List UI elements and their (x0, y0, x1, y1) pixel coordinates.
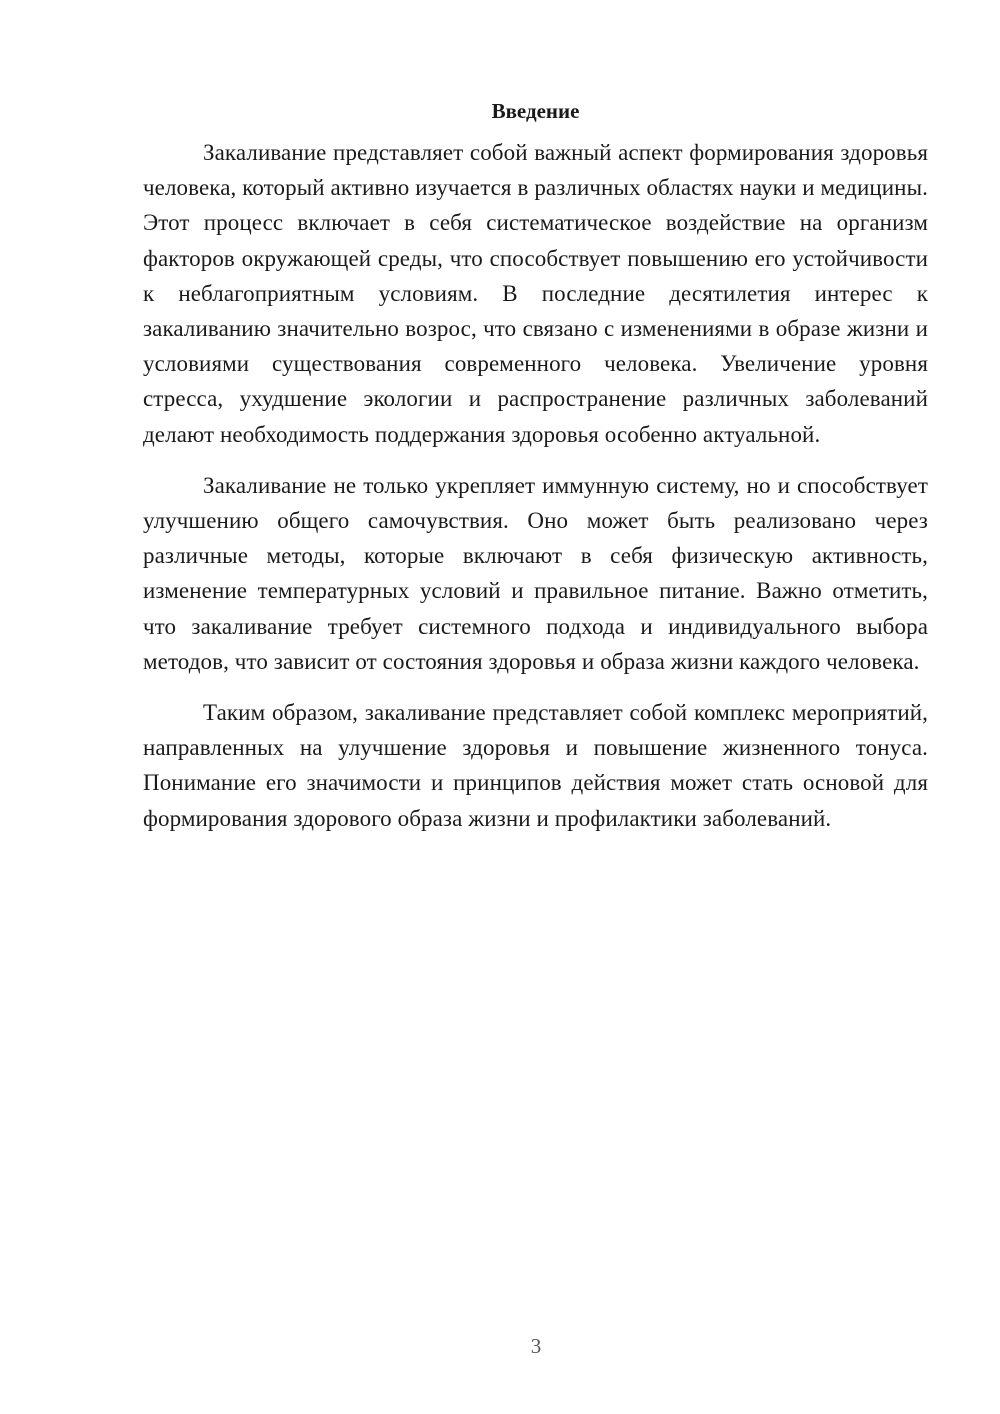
paragraph-intro: Закаливание представляет собой важный аспект формирования здоровья человека, который активно изучается в различных областях науки и медицины. Этот процесс включает в себя систематическое воздействие на организм факторов окружающей среды, что способствует повышению его устойчивости к неблагоприятным условиям. В последние десятилетия интерес к закаливанию значительно возрос, что связано с изменениями в образе жизни и условиями существования современного человека. Увеличение уровня стресса, ухудшение экологии и распространение различных заболеваний делают необходимость поддержания здоровья особенно актуальной. (143, 140, 928, 447)
page-number: 3 (530, 1334, 542, 1358)
paragraph-conclusion: Таким образом, закаливание представляет собой комплекс мероприятий, направленных на улучшение здоровья и повышение жизненного тонуса. Понимание его значимости и принципов действия может стать основой для формирования здорового образа жизни и профилактики заболеваний. (143, 700, 928, 831)
paragraph-benefits: Закаливание не только укрепляет иммунную систему, но и способствует улучшению общего самочувствия. Оно может быть реализовано через различные методы, которые включают в себя физическую активность, изменение температурных условий и правильное питание. Важно отметить, что закаливание требует системного подхода и индивидуального выбора методов, что зависит от состояния здоровья и образа жизни каждого человека. (143, 472, 928, 674)
section-title: Введение (491, 99, 580, 123)
document-body (143, 96, 928, 852)
